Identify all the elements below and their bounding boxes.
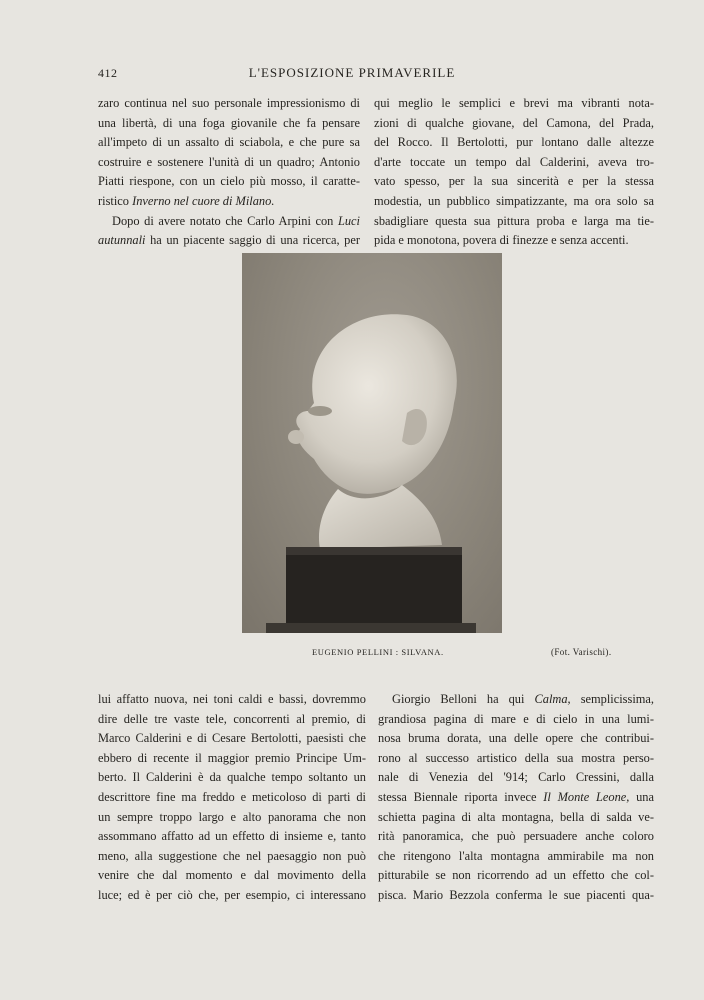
top-right-column: [374, 94, 654, 251]
text-line: rono al successo artistico della sua mostra perso-: [378, 750, 654, 765]
text-line: meno, alla suggestione che nel paesaggio non può: [98, 848, 366, 863]
text-line: pisca. Mario Bezzola conferma le sue piacenti qua-: [378, 887, 654, 902]
text-line: stessa Biennale riporta invece Il Monte Leone, una: [378, 789, 655, 804]
text-line: un sempre troppo largo e alto panorama che non: [98, 809, 366, 824]
text-line: del Rocco. Il Bertolotti, pur lontano dalle altezze: [374, 135, 654, 150]
artwork-title: Calma,: [534, 692, 571, 706]
text-line: ristico Inverno nel cuore di Milano.: [98, 193, 275, 208]
text-line: costruire e sostenere l'unità di un quadro; Antonio: [98, 154, 360, 169]
top-left-column: [98, 94, 360, 251]
text-line: vato spesso, per la sua sincerità e per la stessa: [374, 174, 654, 189]
text-line: zioni di qualche giovane, del Camona, del Prada,: [374, 115, 654, 130]
text-line: una libertà, di una foga giovanile che fa pensare: [98, 115, 360, 130]
sculpture-photograph: [242, 253, 502, 633]
text-line: descrittore fine ma freddo e meticoloso di parti di: [98, 789, 366, 804]
text-line: zaro continua nel suo personale impressionismo di: [98, 96, 360, 110]
text-line: Marco Calderini e di Cesare Bertolotti, paesisti che: [98, 731, 366, 746]
text-line: qui meglio le semplici e brevi ma vibranti nota-: [374, 96, 654, 110]
text-line: modestia, un pubblico simpatizzante, ma ora solo sa: [374, 193, 654, 208]
text-line: autunnali ha un piacente saggio di una ricerca, per: [98, 233, 360, 248]
text-line: sbadigliare questa sua pittura proba e larga ma tie-: [374, 213, 654, 228]
text-line: Dopo di avere notato che Carlo Arpini con Luci: [112, 213, 360, 228]
text-line: luce; ed è per ciò che, per esempio, ci interessano: [98, 887, 366, 902]
text-line: berto. Il Calderini è da qualche tempo soltanto un: [98, 770, 366, 785]
figure-caption: EUGENIO PELLINI : SILVANA.: [312, 647, 444, 657]
artwork-title: Il Monte Leone,: [543, 789, 630, 804]
bottom-left-column: [98, 690, 366, 906]
photo-credit: (Fot. Varischi).: [551, 647, 612, 657]
text-line: d'arte toccate un tempo dal Calderini, aveva tro-: [374, 154, 654, 169]
running-header: L'ESPOSIZIONE PRIMAVERILE: [248, 65, 456, 80]
text-line: che ritengono l'alta montagna ammirabile ma non: [378, 848, 654, 863]
artwork-title: autunnali: [98, 233, 146, 248]
text-line: pida e monotona, povera di finezze e senza accenti.: [374, 233, 629, 248]
text-line: dire delle tre vaste tele, concorrenti al premio, di: [98, 711, 366, 726]
text-line: lui affatto nuova, nei toni caldi e bassi, dovremmo: [98, 692, 366, 706]
text-line: rità panoramica, che può persuadere anche coloro: [378, 829, 654, 844]
text-line: all'impeto di un assalto di sciabola, e che pure sa: [98, 135, 360, 150]
text-line: schietta pagina di alta montagna, bella di salda ve-: [378, 809, 654, 824]
text-line: Piatti riespone, con un cielo più mosso, il caratte-: [98, 174, 360, 189]
bottom-right-column: [378, 690, 654, 906]
text-line: ebbero di recente il maggior premio Principe Um-: [98, 750, 366, 765]
artwork-title: Luci: [337, 213, 360, 228]
text-line: nosa bruma dorata, una delle opere che contribui-: [378, 731, 654, 746]
text-line: grandiosa pagina di mare e di cielo in una lumi-: [378, 711, 654, 726]
text-line: nale di Venezia del '914; Carlo Cressini, dalla: [378, 770, 654, 785]
text-line: venire che dal momento e dal movimento della: [98, 868, 366, 883]
text-line: assommano affatto ad un effetto di insieme e, tanto: [98, 829, 366, 844]
text-line: Giorgio Belloni ha qui Calma, semplicissima,: [392, 692, 654, 706]
page-number: 412: [98, 66, 118, 80]
text-line: pitturabile se non ricorrendo ad un effetto che col-: [378, 868, 654, 883]
artwork-title: Inverno nel cuore di Milano.: [132, 193, 275, 208]
